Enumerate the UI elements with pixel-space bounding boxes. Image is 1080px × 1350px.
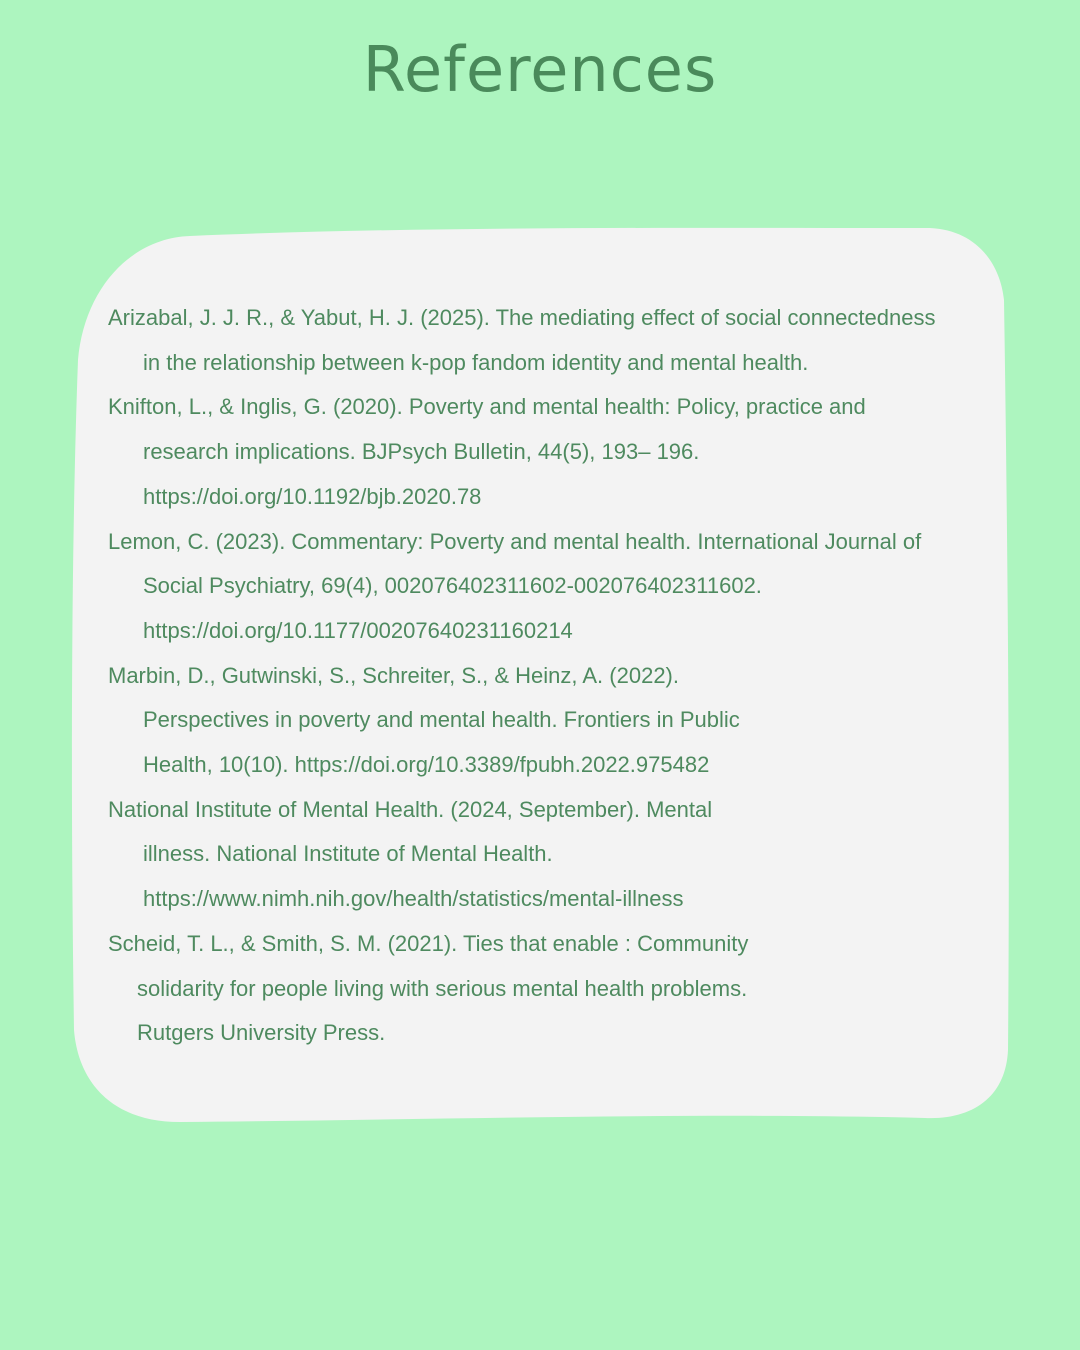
reference-line: Health, 10(10). https://doi.org/10.3389/fpubh.2022.975482 (143, 752, 710, 778)
reference-line: National Institute of Mental Health. (2024, September). Mental (108, 796, 713, 822)
reference-line: Arizabal, J. J. R., & Yabut, H. J. (2025). The mediating effect of social connectedness (108, 305, 936, 330)
reference-link: https://www.nimh.nih.gov/health/statistics/mental-illness (143, 886, 684, 912)
reference-entry (108, 788, 988, 922)
reference-line: illness. National Institute of Mental Health. (143, 841, 553, 867)
reference-line: solidarity for people living with serious mental health problems. (137, 975, 748, 1001)
reference-line: Marbin, D., Gutwinski, S., Schreiter, S., & Heinz, A. (2022). (108, 662, 679, 688)
reference-link: https://doi.org/10.1177/00207640231160214 (143, 617, 573, 643)
reference-line: Social Psychiatry, 69(4), 002076402311602-002076402311602. (143, 573, 762, 599)
reference-entry (108, 654, 988, 788)
reference-link: https://doi.org/10.1192/bjb.2020.78 (143, 483, 482, 509)
reference-line: Lemon, C. (2023). Commentary: Poverty and mental health. International Journal of (108, 528, 922, 554)
reference-line: Scheid, T. L., & Smith, S. M. (2021). Ties that enable : Community (108, 930, 749, 956)
reference-entry (108, 922, 988, 1056)
reference-line: Knifton, L., & Inglis, G. (2020). Poverty and mental health: Policy, practice and (108, 394, 866, 420)
page-title: References (362, 33, 718, 106)
reference-entry (108, 385, 988, 519)
reference-line: in the relationship between k-pop fandom identity and mental health. (143, 349, 809, 375)
reference-line: Rutgers University Press. (137, 1020, 386, 1046)
reference-entry (108, 520, 988, 654)
reference-line: Perspectives in poverty and mental health. Frontiers in Public (143, 707, 740, 733)
reference-list (108, 296, 988, 1056)
reference-entry (108, 296, 988, 385)
reference-line: research implications. BJPsych Bulletin, 44(5), 193– 196. (143, 439, 700, 465)
